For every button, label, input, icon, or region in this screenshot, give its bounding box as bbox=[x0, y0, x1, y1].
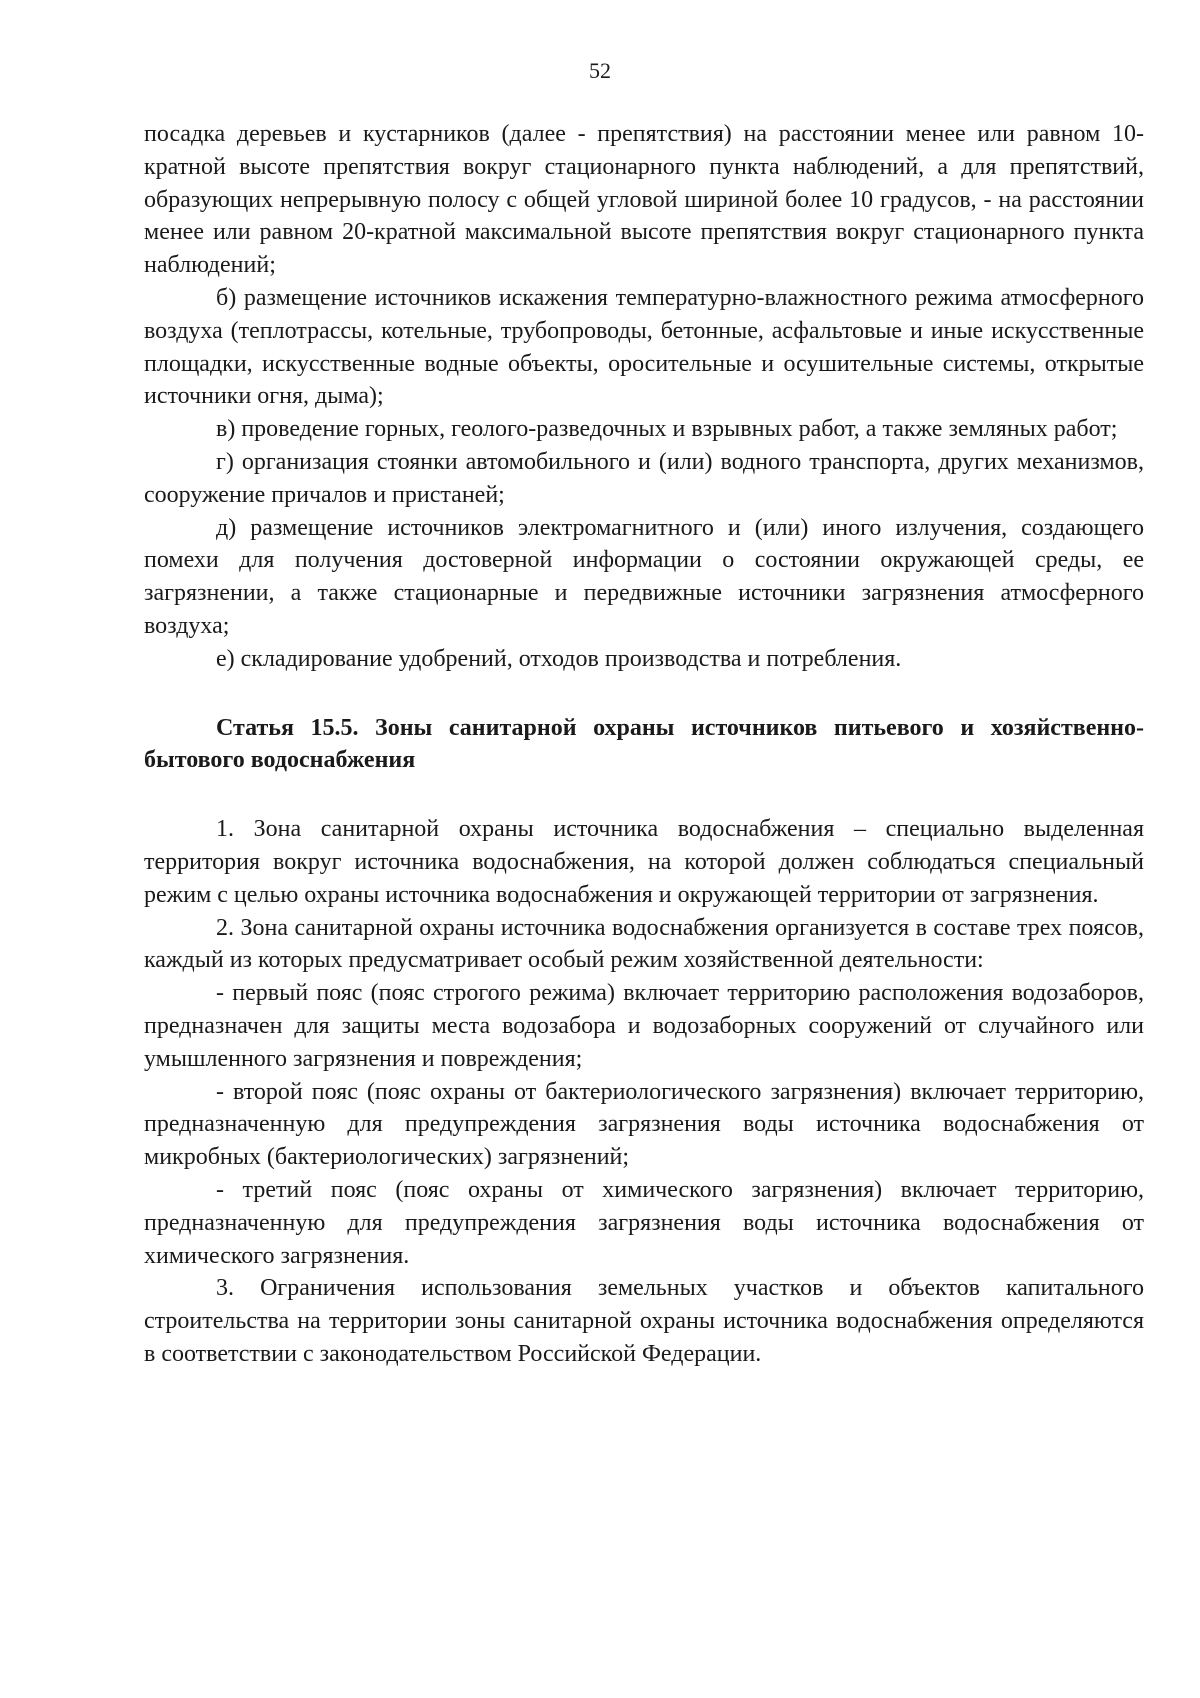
list-item-d: д) размещение источников электромагнитного и (или) иного излучения, создающего помехи для получения достоверной информации о состоянии окружающей среды, ее загрязнении, а также стационарные и передвижные источники загрязнения атмосферного воздуха; bbox=[144, 514, 1144, 639]
list-item-e: е) складирование удобрений, отходов производства и потребления. bbox=[216, 645, 902, 672]
paragraph-continuation: посадка деревьев и кустарников (далее - препятствия) на расстоянии менее или равном 10-кратной высоте препятствия вокруг стационарного пункта наблюдений, а для препятствий, образующих непрерывную полосу с общей угловой шириной более 10 градусов, - на расстоянии менее или равном 20-кратной максимальной высоте препятствия вокруг стационарного пункта наблюдений; bbox=[144, 121, 1144, 279]
clause-3: 3. Ограничения использования земельных участков и объектов капитального строительства на территории зоны санитарной охраны источника водоснабжения определяются в соответствии с законодательством Российской Федерации. bbox=[144, 1275, 1144, 1367]
list-item-g: г) организация стоянки автомобильного и (или) водного транспорта, других механизмов, сооружение причалов и пристаней; bbox=[144, 448, 1144, 508]
belt-first: - первый пояс (пояс строгого режима) включает территорию расположения водозаборов, предназначен для защиты места водозабора и водозаборных сооружений от случайного или умышленного загрязнения и повреждения; bbox=[144, 980, 1144, 1072]
clause-1: 1. Зона санитарной охраны источника водоснабжения – специально выделенная территория вокруг источника водоснабжения, на которой должен соблюдаться специальный режим с целью охраны источника водоснабжения и окружающей территории от загрязнения. bbox=[144, 816, 1144, 908]
list-item-b: б) размещение источников искажения температурно-влажностного режима атмосферного воздуха (теплотрассы, котельные, трубопроводы, бетонные, асфальтовые и иные искусственные площадки, искусственные водные объекты, оросительные и осушительные системы, открытые источники огня, дыма); bbox=[144, 284, 1144, 410]
list-item-v: в) проведение горных, геолого-разведочных и взрывных работ, а также земляных работ; bbox=[216, 416, 1118, 443]
article-heading: Статья 15.5. Зоны санитарной охраны источников питьевого и хозяйственно-бытового водоснабжения bbox=[144, 714, 1144, 774]
belt-third: - третий пояс (пояс охраны от химического загрязнения) включает территорию, предназначенную для предупреждения загрязнения воды источника водоснабжения от химического загрязнения. bbox=[144, 1176, 1144, 1269]
belt-second: - второй пояс (пояс охраны от бактериологического загрязнения) включает территорию, предназначенную для предупреждения загрязнения воды источника водоснабжения от микробных (бактериологических) загрязнений; bbox=[144, 1078, 1144, 1171]
document-body bbox=[144, 118, 1144, 1371]
clause-2: 2. Зона санитарной охраны источника водоснабжения организуется в составе трех поясов, каждый из которых предусматривает особый режим хозяйственной деятельности: bbox=[144, 914, 1144, 974]
page-number: 52 bbox=[589, 58, 611, 83]
